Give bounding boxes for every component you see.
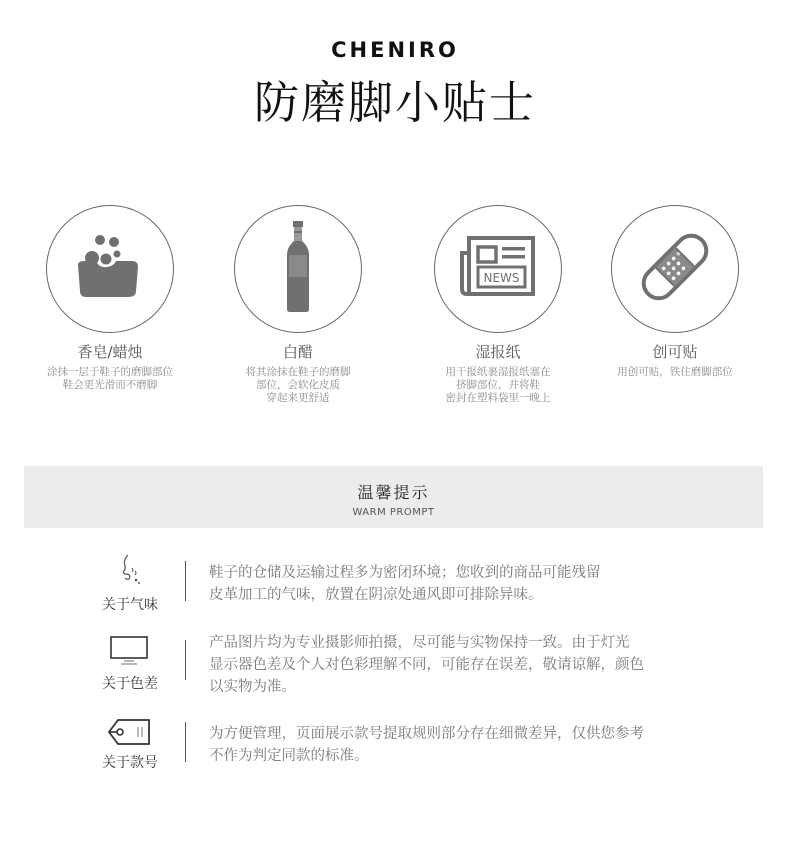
note-smell <box>0 550 790 620</box>
tip-circle <box>434 205 562 333</box>
note-style-number <box>0 712 790 782</box>
tip-desc: 用创可贴，铁住磨脚部位 <box>617 366 733 378</box>
note-text: 鞋子的仓储及运输过程多为密闭环境；您收到的商品可能残留 皮革加工的气味，放置在阴凉处通风即可排除异味。 <box>209 565 601 603</box>
tip-desc: 用干报纸裹湿报纸塞在 挤脚部位，并将鞋 密封在塑料袋里一晚上 <box>445 366 551 404</box>
tip-bandage <box>595 205 755 379</box>
tip-circle <box>234 205 362 333</box>
tip-desc: 将其涂抹在鞋子的磨脚 部位，会软化皮质 穿起来更舒适 <box>245 366 351 404</box>
note-color <box>0 630 790 700</box>
banner-subtitle: WARM PROMPT <box>352 507 435 518</box>
smell-icon <box>100 550 158 590</box>
tag-icon <box>100 712 158 752</box>
note-divider <box>185 722 186 762</box>
brand-logo: CHENIRO <box>331 38 459 62</box>
note-text: 为方便管理，页面展示款号提取规则部分存在细微差异，仅供您参考 不作为判定同款的标准。 <box>209 726 644 764</box>
bandage-icon <box>633 225 717 313</box>
note-divider <box>185 561 186 601</box>
newspaper-icon <box>459 235 537 303</box>
note-label: 关于款号 <box>102 755 158 771</box>
tip-soap <box>30 205 190 392</box>
vinegar-bottle-icon <box>278 219 318 319</box>
tip-newspaper <box>418 205 578 405</box>
banner-title: 温馨提示 <box>357 483 430 502</box>
monitor-icon <box>100 630 158 670</box>
warm-prompt-banner <box>24 466 763 528</box>
tip-vinegar <box>218 205 378 405</box>
tip-name: 创可贴 <box>652 343 698 361</box>
note-label: 关于气味 <box>102 597 158 613</box>
soap-icon <box>70 227 150 311</box>
note-label: 关于色差 <box>102 676 158 692</box>
tip-name: 白醋 <box>282 343 313 361</box>
note-divider <box>185 640 186 680</box>
tip-name: 湿报纸 <box>475 343 521 361</box>
news-label: NEWS <box>483 271 520 285</box>
tip-circle <box>611 205 739 333</box>
tip-desc: 涂抹一层于鞋子的磨脚部位 鞋会更光滑而不磨脚 <box>47 366 173 391</box>
page-title: 防磨脚小贴士 <box>253 76 536 129</box>
note-text: 产品图片均为专业摄影师拍摄，尽可能与实物保持一致。由于灯光 显示器色差及个人对色彩理解不同，可能存在误差，敬请谅解，颜色 以实物为准。 <box>209 635 644 695</box>
tip-circle <box>46 205 174 333</box>
tip-name: 香皂/蜡烛 <box>77 343 143 361</box>
